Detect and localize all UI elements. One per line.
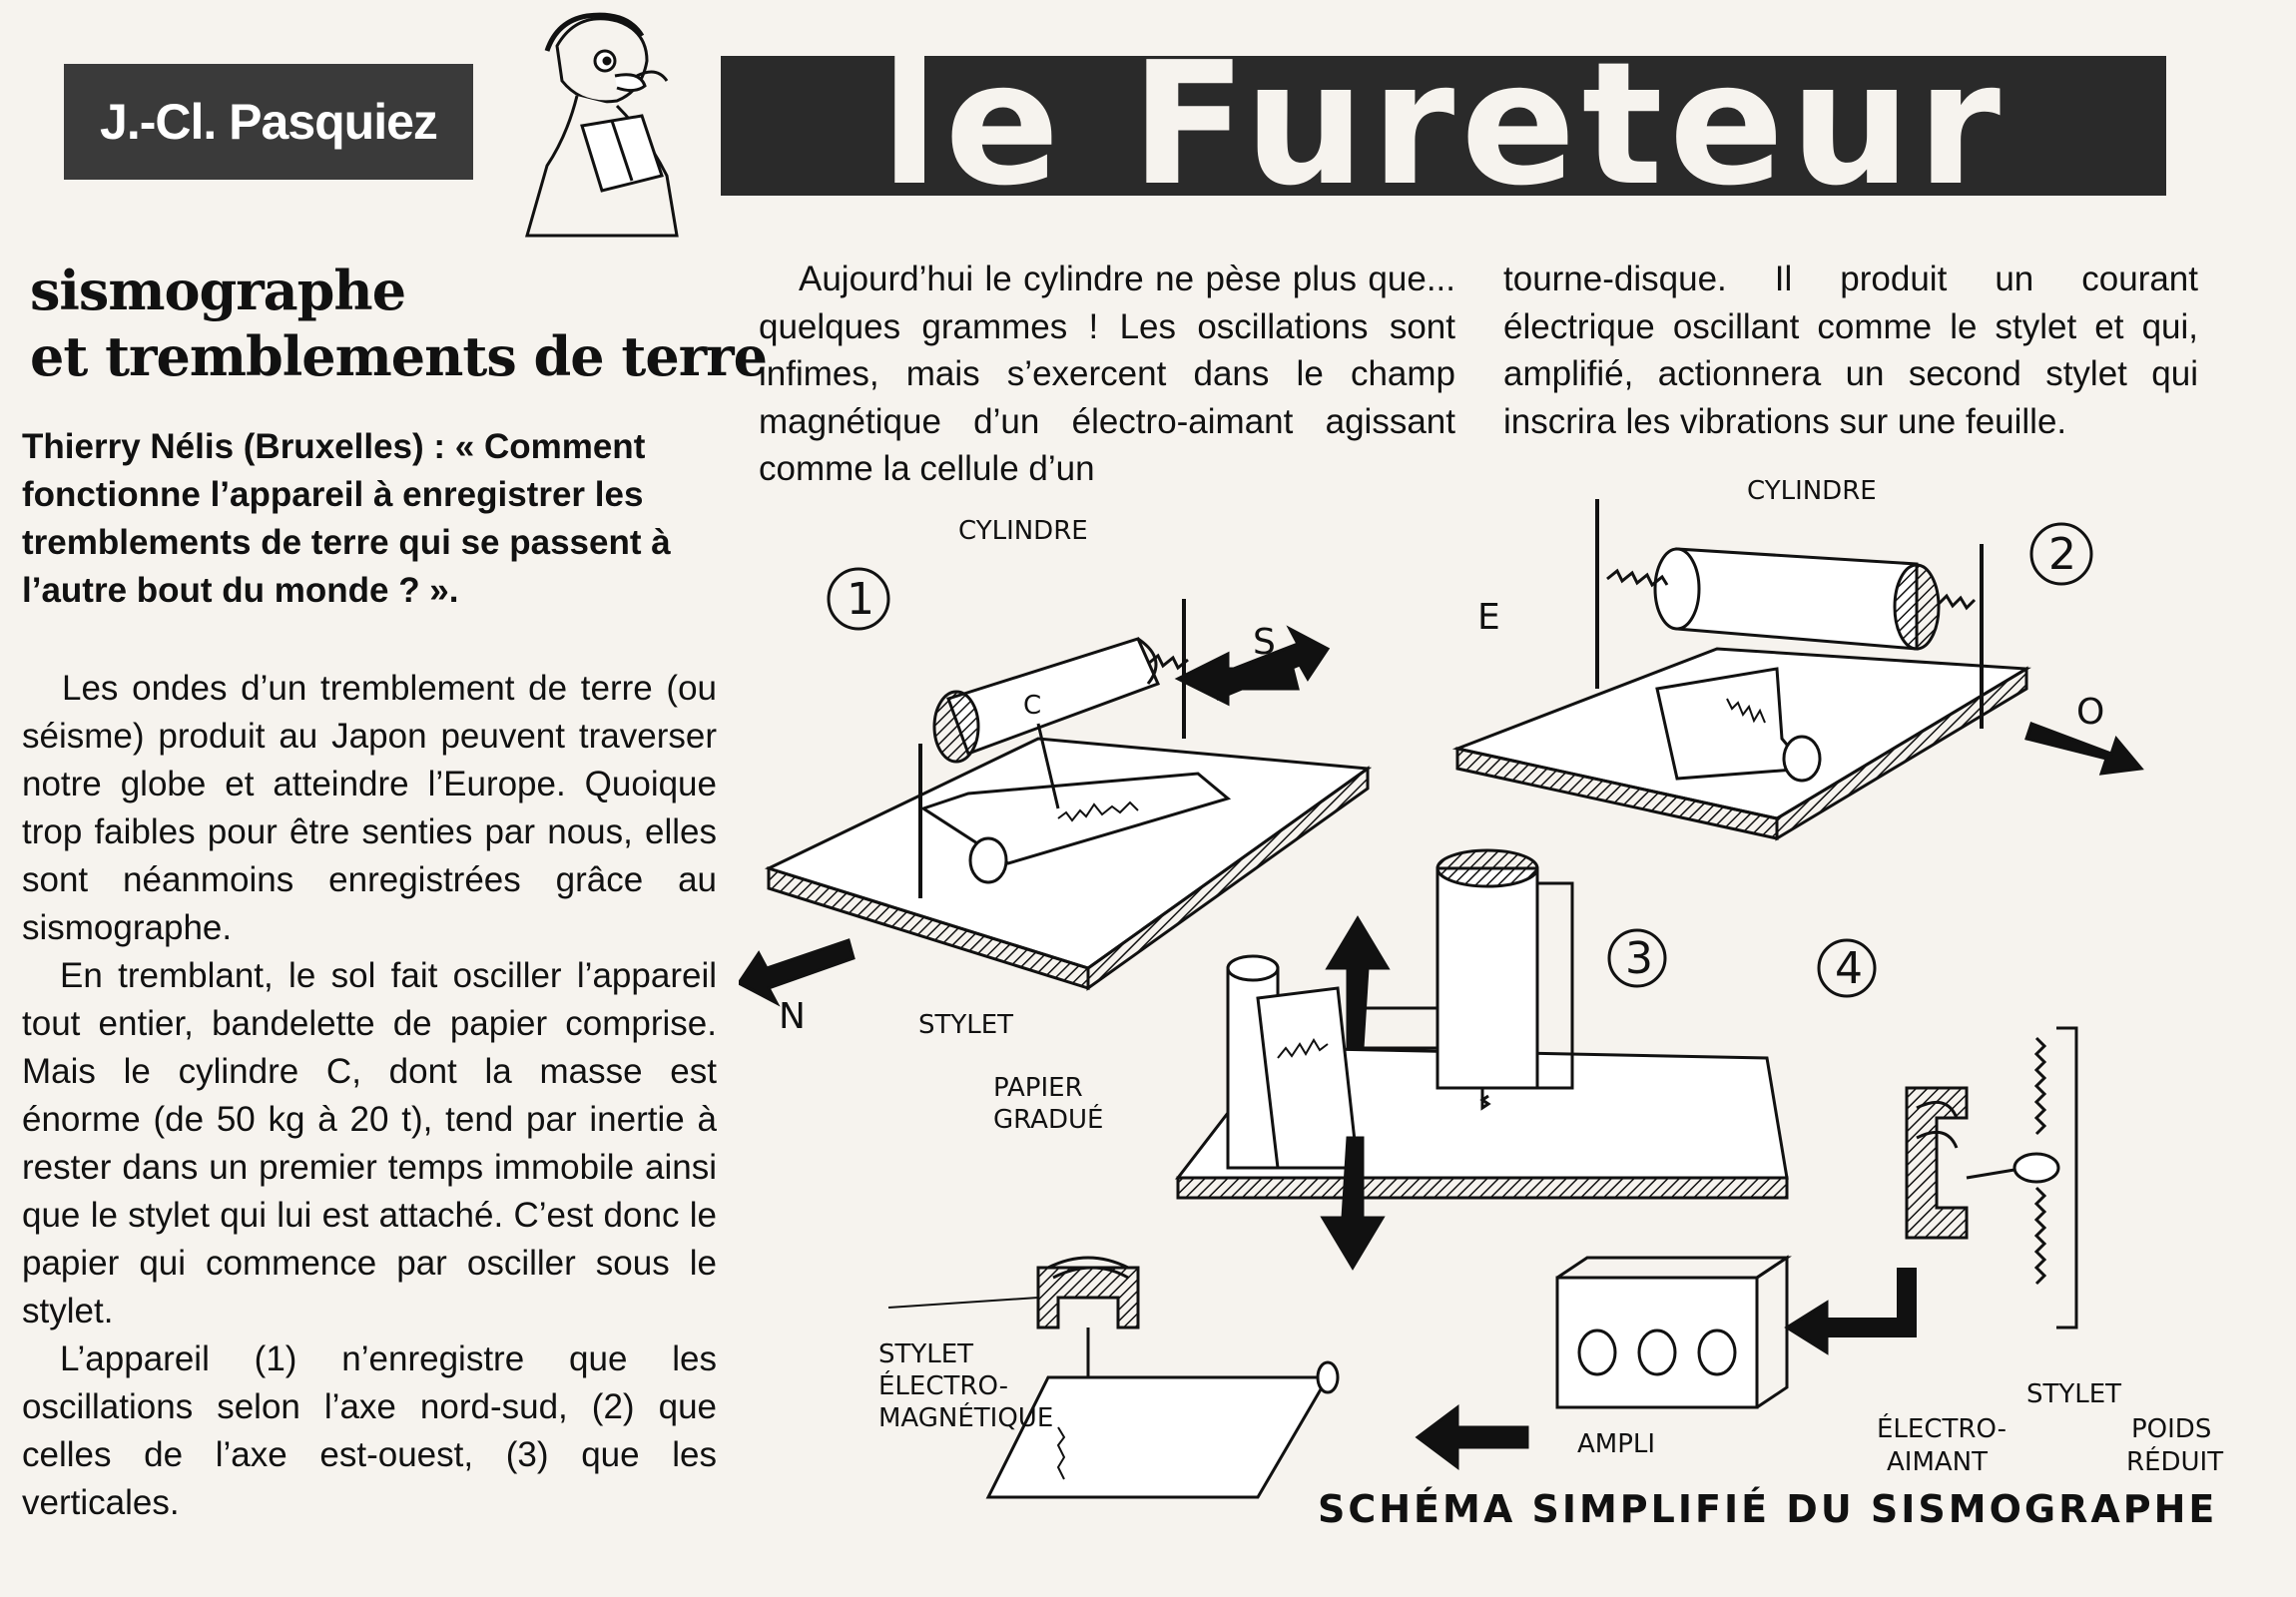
paragraph: tourne-disque. Il produit un courant électrique oscillant comme le stylet et qui, amplifié, actionnera un second stylet qui inscrira les vibrations sur une feuille. <box>1503 260 2198 441</box>
figure-number-3: 3 <box>1625 933 1653 984</box>
reader-question: Thierry Nélis (Bruxelles) : « Comment fonctionne l’appareil à enregistrer les tremblements de terre qui se passent à l’autre bout du monde ? ». <box>22 427 671 610</box>
figure-caption: SCHÉMA SIMPLIFIÉ DU SISMOGRAPHE <box>1318 1487 2218 1531</box>
label-papier: PAPIER <box>993 1073 1083 1103</box>
label-stylet-em-1: STYLET <box>878 1339 974 1369</box>
amplifier <box>1557 1258 1787 1407</box>
direction-north: N <box>779 996 806 1037</box>
paragraph: Aujourd’hui le cylindre ne pèse plus que... quelques grammes ! Les oscillations sont infimes, mais s’exercent dans le champ magnétique d’un électro-aimant agissant comme la cellule d’un <box>759 260 1455 488</box>
label-c: C <box>1023 691 1042 721</box>
label-stylet-em-2: ÉLECTRO- <box>878 1371 1009 1401</box>
label-stylet-4: STYLET <box>2026 1379 2122 1409</box>
right-column <box>1503 256 2198 445</box>
device-3-vertical <box>1178 850 1787 1198</box>
headline-line-2: et tremblements de terre <box>30 324 767 388</box>
label-cylindre-2: CYLINDRE <box>1747 476 1877 506</box>
figure-number-4: 4 <box>1835 943 1863 994</box>
paragraph: En tremblant, le sol fait osciller l’appareil tout entier, bandelette de papier comprise. Mais le cylindre C, dont la masse est énorme (de 50 kg à 20 t), tend par inertie à rester dans un premier temps immobile ainsi que le stylet qui lui est attaché. C’est donc le papier qui commence par osciller sous le stylet. <box>22 956 717 1331</box>
label-stylet-1: STYLET <box>918 1010 1014 1040</box>
mascot-reader-illustration <box>487 6 717 246</box>
seismograph-diagram <box>739 469 2276 1587</box>
label-cylindre-1: CYLINDRE <box>958 516 1088 546</box>
figure-number-1: 1 <box>847 574 874 625</box>
figure-number-2: 2 <box>2048 529 2076 580</box>
device-2-east-west <box>1457 499 2026 838</box>
author-label: J.-Cl. Pasquiez <box>64 64 473 180</box>
middle-column <box>759 256 1455 493</box>
direction-west: O <box>2076 692 2105 733</box>
label-electro-2: AIMANT <box>1887 1447 1989 1477</box>
label-electro-1: ÉLECTRO- <box>1877 1414 2008 1444</box>
electromagnetic-stylus <box>988 1258 1338 1497</box>
direction-south: S <box>1253 622 1276 663</box>
label-ampli: AMPLI <box>1577 1429 1656 1459</box>
device-4-electromagnetic <box>1819 940 2076 1328</box>
direction-east: E <box>1477 597 1500 638</box>
paragraph: Les ondes d’un tremblement de terre (ou séisme) produit au Japon peuvent traverser notre globe et atteindre l’Europe. Quoique trop faibles pour être senties par nous, elles sont néanmoins enregistrées grâce au sismographe. <box>22 669 717 947</box>
article-headline <box>30 258 767 389</box>
label-gradue: GRADUÉ <box>993 1105 1104 1135</box>
label-stylet-em-3: MAGNÉTIQUE <box>878 1403 1054 1433</box>
label-poids-2: RÉDUIT <box>2126 1447 2224 1477</box>
headline-line-1: sismographe <box>30 259 406 322</box>
left-column <box>22 665 717 1527</box>
masthead-title: le Fureteur <box>879 40 2007 210</box>
label-poids-1: POIDS <box>2131 1414 2212 1444</box>
paragraph: L’appareil (1) n’enregistre que les oscillations selon l’axe nord-sud, (2) que celles de l’axe est-ouest, (3) que les verticales. <box>22 1339 717 1522</box>
